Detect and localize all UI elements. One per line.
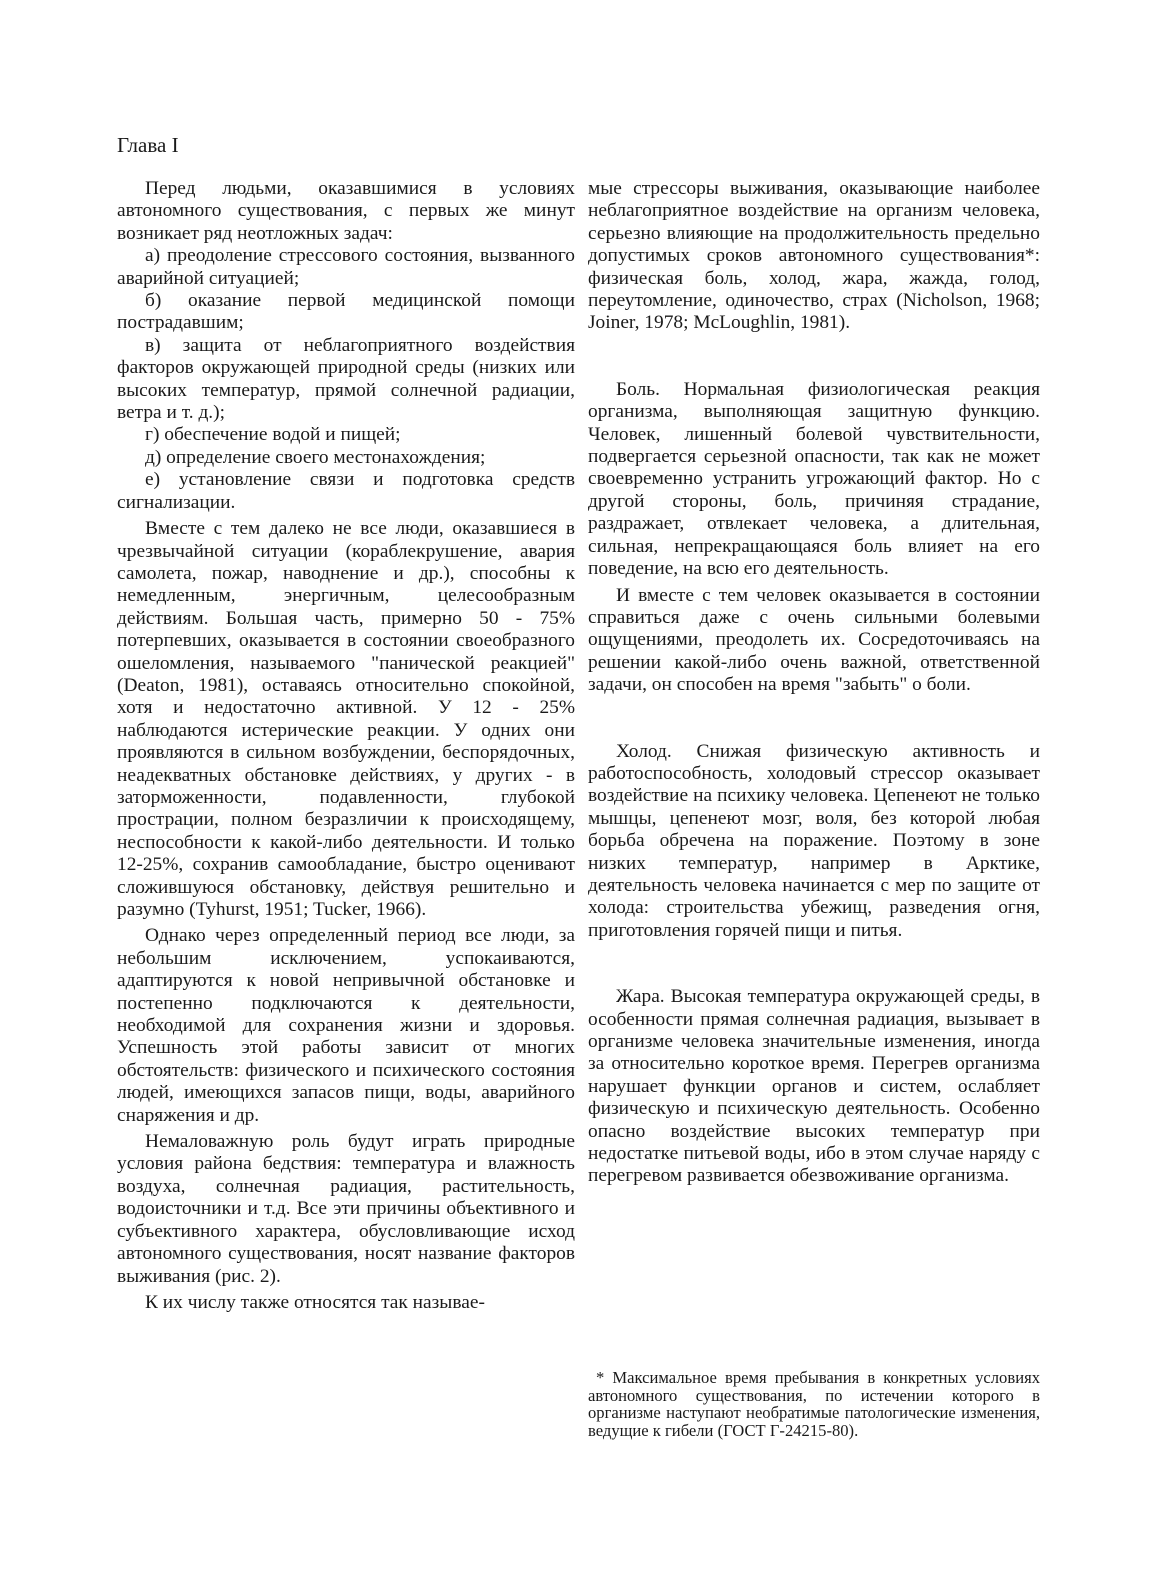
- task-item-b: б) оказание первой медицинской помощи пострадавшим;: [117, 290, 575, 334]
- task-item-e: д) определение своего местонахождения;: [145, 446, 486, 468]
- heat-paragraph: Жара. Высокая температура окружающей среды, в особенности прямая солнечная радиация, вызывает в организме человека значительные изменения, иногда за относительно короткое время. Перегрев организма нарушает функции органов и систем, ослабляет физическую и психическую деятельность. Особенно опасно воздействие высоких температур при недостатке питьевой воды, ибо в этом случае наряду с перегревом развивается обезвоживание организма.: [588, 986, 1040, 1187]
- pain-paragraph: Боль. Нормальная физиологическая реакция организма, выполняющая защитную функцию. Человек, лишенный болевой чувствительности, подвергается серьезной опасности, так как не может своевременно устранить угрожающий фактор. Но с другой стороны, боль, причиняя страдание, раздражает, отвлекает человека, а длительная, сильная, непрекращающаяся боль влияет на его поведение, на всю его деятельность.: [588, 378, 1040, 580]
- footnote-text: * Максимальное время пребывания в конкретных условиях автономного существования, по истечении которого в организме наступают необратимые патологические изменения, ведущие к гибели (ГОСТ Г-24215-80).: [588, 1368, 1040, 1440]
- stressors-list-paragraph: мые стрессоры выживания, оказывающие наиболее неблагоприятное воздействие на организм человека, серьезно влияющие на продолжительность предельно допустимых сроков автономного существования*: физическая боль, холод, жара, жажда, голод, переутомление, одиночество, страх (Nicholson, 1968; Joiner, 1978; McLoughlin, 1981).: [588, 178, 1040, 334]
- footnote: [588, 1369, 1040, 1439]
- task-item-c: в) защита от неблагоприятного воздействия факторов окружающей природной среды (низких или высоких температур, прямой солнечной радиации, ветра и т. д.);: [117, 334, 575, 424]
- task-item-a: а) преодоление стрессового состояния, вызванного аварийной ситуацией;: [117, 245, 575, 289]
- intro-paragraph: Перед людьми, оказавшимися в условиях автономного существования, с первых же минут возникает ряд неотложных задач:: [117, 178, 575, 244]
- task-item-d: г) обеспечение водой и пищей;: [145, 424, 401, 446]
- panic-reaction-paragraph: Вместе с тем далеко не все люди, оказавшиеся в чрезвычайной ситуации (кораблекрушение, авария самолета, пожар, наводнение и др.), способны к немедленным, энергичным, целесообразным действиям. Большая часть, примерно 50 - 75% потерпевших, оказывается в состоянии своеобразного ошеломления, называемого "панической реакцией" (Deaton, 1981), оставаясь относительно спокойной, хотя и недостаточно активной. У 12 - 25% наблюдаются истерические реакции. У одних они проявляются в сильном возбуждении, беспорядочных, неадекватных обстановке действиях, у других - в заторможенности, подавленности, глубокой прострации, полном безразличии к происходящему, неспособности к какой-либо деятельности. И только 12-25%, сохранив самообладание, быстро оценивают сложившуюся обстановку, действуя решительно и разумно (Tyhurst, 1951; Tucker, 1966).: [117, 518, 575, 920]
- adaptation-paragraph: Однако через определенный период все люди, за небольшим исключением, успокаиваются, адаптируются к новой непривычной обстановке и постепенно подключаются к деятельности, необходимой для сохранения жизни и здоровья. Успешность этой работы зависит от многих обстоятельств: физического и психического состояния людей, имеющихся запасов пищи, воды, аварийного снаряжения и др.: [117, 925, 575, 1126]
- cold-paragraph: Холод. Снижая физическую активность и работоспособность, холодовый стрессор оказывает воздействие на психику человека. Цепенеют не только мышцы, цепенеют мозг, воля, без которой любая борьба обречена на поражение. Поэтому в зоне низких температур, например в Арктике, деятельность человека начинается с мер по защите от холода: строительства убежищ, разведения огня, приготовления горячей пищи и питья.: [588, 740, 1040, 941]
- survival-factors-paragraph: Немаловажную роль будут играть природные условия района бедствия: температура и влажность воздуха, солнечная радиация, растительность, водоисточники и т.д. Все эти причины объективного и субъективного характера, обусловливающие исход автономного существования, носят название факторов выживания (рис. 2).: [117, 1131, 575, 1287]
- task-item-f: е) установление связи и подготовка средств сигнализации.: [117, 469, 575, 513]
- stressors-intro-paragraph: К их числу также относятся так называе-: [145, 1291, 485, 1313]
- chapter-heading: Глава I: [117, 133, 179, 157]
- pain-coping-paragraph: И вместе с тем человек оказывается в состоянии справиться даже с очень сильными болевыми ощущениями, преодолеть их. Сосредоточиваясь на решении какой-либо очень важной, ответственной задачи, он способен на время "забыть" о боли.: [588, 584, 1040, 696]
- right-column: [588, 178, 1040, 1188]
- left-column: [117, 178, 575, 1314]
